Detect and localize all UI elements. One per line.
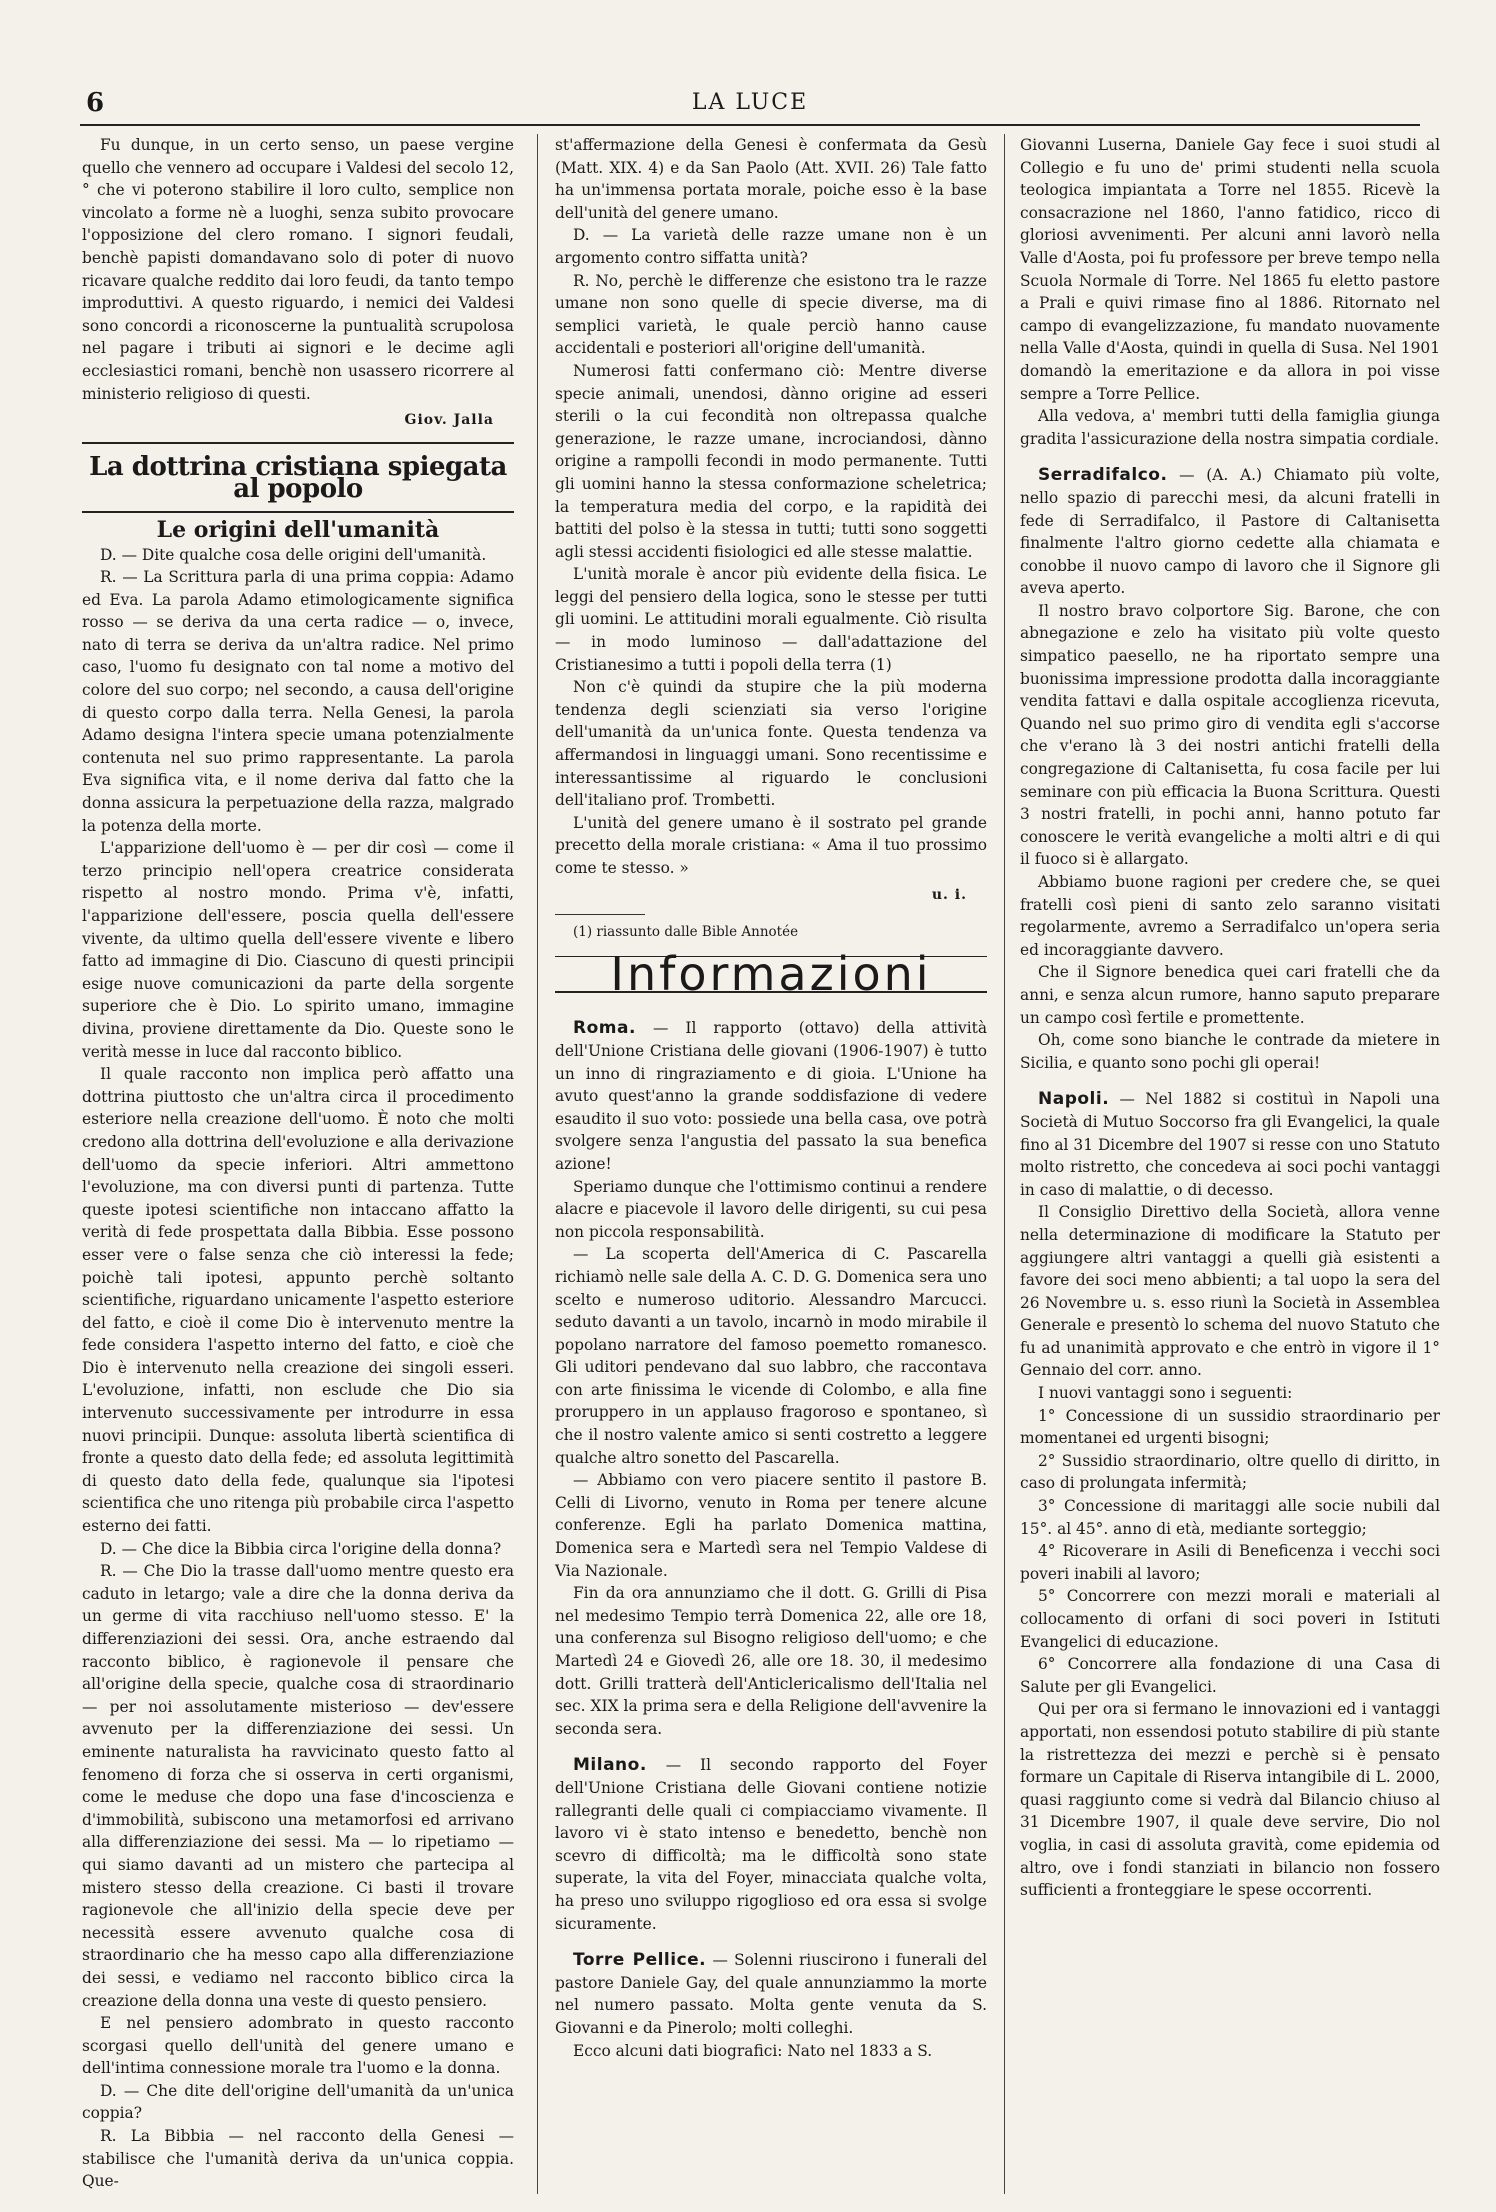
paragraph: R. No, perchè le differenze che esistono tra le razze umane non sono quelle di specie diverse, ma di semplici varietà, le quale perciò hanno cause accidentali e posteriori all'origine dell'umanità. bbox=[555, 271, 987, 358]
place-name: Napoli. bbox=[1038, 1089, 1110, 1110]
paragraph: D. — Dite qualche cosa delle origini dell'umanità. bbox=[100, 545, 487, 564]
paragraph-text: Il Consiglio Direttivo della Società, allora venne nella determinazione di modificare la Statuto per aggiungere altri vantaggi a quelli già esistenti a favore dei soci meno abbienti; a tal uopo la sera del 26 Novembre u. s. esso riunì la Società in Assemblea Generale e presentò lo schema del nuovo Statuto che fu ad unanimità approvato e che entrò in vigore il 1° Gennaio del corr. anno. bbox=[1020, 1203, 1440, 1380]
paragraph: L'unità del genere umano è il sostrato pel grande precetto della morale cristiana: « Ama il tuo prossimo come te stesso. » bbox=[555, 813, 987, 877]
paragraph bbox=[555, 1243, 987, 1469]
paragraph-text: 6° Concorrere alla fondazione di una Casa di Salute per gli Evangelici. bbox=[1020, 1655, 1440, 1696]
place-name: Serradifalco. bbox=[1038, 465, 1168, 486]
running-title: LA LUCE bbox=[691, 90, 809, 115]
paragraph-text: Alla vedova, a' membri tutti della famiglia giunga gradita l'assicurazione della nostra simpatia cordiale. bbox=[1020, 407, 1440, 448]
paragraph bbox=[1020, 134, 1440, 405]
paragraph-text: Qui per ora si fermano le innovazioni ed i vantaggi apportati, non essendosi potuto stabilire di più stante la ristrettezza dei mezzi e perchè si è pensato formare un Capitale di Riserva intangibile di L. 2000, quasi raggiunto come si vedrà dal Bilancio chiuso al 31 Dicembre 1907, il quale deve servire, Dio nol voglia, in casi di assoluta gravità, come epidemia od altro, ove i fondi stanziati in bilancio non fossero sufficienti a fronteggiare le spese occorrenti. bbox=[1020, 1700, 1440, 1900]
paragraph-text: Che il Signore benedica quei cari fratelli che da anni, e senza alcun rumore, hanno saputo preparare un campo così fertile e promettente. bbox=[1020, 963, 1440, 1027]
paragraph-text: Il nostro bravo colportore Sig. Barone, che con abnegazione e zelo ha visitato più volte questo simpatico paesello, ne ha riportato sempre una buonissima impressione prodotta dalla incoraggiante vendita fattavi e dalla ospitale accoglienza ricevuta, Quando nel suo primo giro di vendita egli s'accorse che v'erano là 3 dei nostri antichi fratelli della congregazione di Caltanisetta, fu cosa facile per lui seminare con più efficacia la Buona Scrittura. Questi 3 nostri fratelli, in pochi anni, hanno potuto far conoscere le verità evangeliche a molti altri e di qui il fuoco si è allargato. bbox=[1020, 601, 1440, 869]
news-item bbox=[555, 1017, 987, 1175]
paragraph-text: 1° Concessione di un sussidio straordinario per momentanei ed urgenti bisogni; bbox=[1020, 1406, 1440, 1448]
paragraph bbox=[1020, 1585, 1440, 1653]
place-name: Torre Pellice. bbox=[573, 1950, 707, 1971]
paragraph-text: 3° Concessione di maritaggi alle socie nubili dal 15°. al 45°. anno di età, mediante sorteggio; bbox=[1020, 1497, 1440, 1538]
section-title: La dottrina cristiana spiegata al popolo bbox=[82, 442, 514, 513]
article-title: Le origini dell'umanità bbox=[156, 516, 440, 543]
paragraph-text: Giovanni Luserna, Daniele Gay fece i suoi studi al Collegio e fu uno de' primi studenti nella scuola teologica impiantata a Torre nel 1855. Ricevè la consacrazione nel 1860, l'anno fatidico, ricco di gloriosi avvenimenti. Per alcuni anni lavorò nella Valle d'Aosta, poi fu professore per breve tempo nella Scuola Normale di Torre. Nel 1865 fu eletto pastore a Prali e quivi rimase fino al 1886. Ritornato nel campo di evangelizzazione, fu mandato nuovamente nella Valle d'Aosta, quindi in quella di Susa. Nel 1901 domandò la emeritazione e da allora in poi visse sempre a Torre Pellice. bbox=[1020, 136, 1440, 403]
footnote: (1) riassunto dalle Bible Annotée bbox=[573, 924, 799, 941]
place-name: Milano. bbox=[573, 1755, 647, 1776]
paragraph bbox=[1020, 1405, 1440, 1450]
paragraph-text: — Nel 1882 si costituì in Napoli una Società di Mutuo Soccorso fra gli Evangelici, la quale fino al 31 Dicembre del 1907 si resse con uno Statuto molto ristretto, che concedeva ai soci pochi vantaggi in caso di malattie, o di decesso. bbox=[1020, 1090, 1440, 1199]
paragraph bbox=[1020, 1382, 1440, 1405]
paragraph: Non c'è quindi da stupire che la più moderna tendenza degli scienziati sia verso l'origine dell'umanità da un'unica fonte. Questa tendenza va affermandosi in linguaggi umani. Sono recentissime e interessantissime al riguardo le conclusioni dell'italiano prof. Trombetti. bbox=[555, 678, 987, 810]
spacer bbox=[555, 1935, 987, 1949]
paragraph bbox=[555, 1582, 987, 1740]
paragraph-text: I nuovi vantaggi sono i seguenti: bbox=[1038, 1384, 1293, 1403]
paragraph: R. — La Scrittura parla di una prima coppia: Adamo ed Eva. La parola Adamo etimologicamente significa rosso — se deriva da una certa radice — o, invece, nato di terra se deriva da un'altra radice. Nel primo caso, l'uomo fu designato con tal nome a motivo del colore del suo corpo; nel secondo, a causa dell'origine di questo corpo dalla terra. Nella Genesi, la parola Adamo designa l'intera specie umana potenzialmente contenuta nel suo primo rappresentante. La parola Eva significa vita, e il nome deriva dal fatto che la donna assicura la perpetuazione della razza, malgrado la potenza della morte. bbox=[82, 568, 514, 835]
paragraph bbox=[555, 1176, 987, 1244]
paragraph bbox=[1020, 405, 1440, 450]
informazioni-list bbox=[555, 1003, 987, 2062]
paragraph-text: Ecco alcuni dati biografici: Nato nel 1833 a S. bbox=[573, 2041, 933, 2060]
spacer bbox=[1020, 450, 1440, 464]
page-header bbox=[80, 84, 1420, 126]
paragraph-text: — La scoperta dell'America di C. Pascarella richiamò nelle sale della A. C. D. G. Domenica sera uno scelto e numeroso uditorio. Alessandro Marcucci. seduto davanti a un tavolo, incarnò in modo mirabile il popolano narratore del famoso poemetto romanesco. Gli uditori pendevano dal suo labbro, che raccontava con arte finissima le vicende di Colombo, e alla fine proruppero in un applauso fragoroso e spontaneo, sì che il nostro valente amico si senti costretto a leggere qualche altro sonetto del Pascarella. bbox=[555, 1245, 987, 1467]
news-item bbox=[1020, 1088, 1440, 1201]
paragraph bbox=[1020, 1540, 1440, 1585]
paragraph: E nel pensiero adombrato in questo racconto scorgasi quello dell'unità del genere umano e dell'intima connessione morale tra l'uomo e la donna. bbox=[82, 2014, 514, 2078]
news-item bbox=[555, 1754, 987, 1935]
column-1 bbox=[82, 134, 514, 2193]
article-signature: u. i. bbox=[931, 886, 967, 903]
paragraph bbox=[555, 1469, 987, 1582]
paragraph: D. — Che dice la Bibbia circa l'origine della donna? bbox=[100, 1539, 502, 1558]
column-2 bbox=[555, 134, 987, 2062]
paragraph-text: — Il secondo rapporto del Foyer dell'Unione Cristiana delle Giovani contiene notizie rallegranti delle quali ci compiacciamo vivamente. Il lavoro vi è stato intenso e benedetto, benchè non scevro di difficoltà; ma le difficoltà sono state superate, la vita del Foyer, minacciata qualche volta, ha preso uno sviluppo rigoglioso ed ora essa si svolge sicuramente. bbox=[555, 1756, 987, 1933]
paragraph: Il quale racconto non implica però affatto una dottrina piuttosto che un'altra circa il procedimento esteriore nella creazione dell'uomo. È noto che molti credono alla dottrina dell'evoluzione e alla derivazione dell'uomo da specie inferiori. Altri ammettono l'evoluzione, ma con diversi punti di partenza. Tutte queste ipotesi scientifiche non intaccano affatto la verità di fede prospettata dalla Bibbia. Esse possono esser vere o false senza che ciò interessi la fede; poichè tali ipotesi, appunto perchè soltanto scientifiche, riguardano unicamente l'aspetto esteriore del fatto, e cioè il come Dio è intervenuto mentre la fede considera l'aspetto interno del fatto, e cioè che Dio è intervenuto nella creazione dei singoli esseri. L'evoluzione, infatti, non esclude che Dio sia intervenuto successivamente per introdurre in essa nuovi principii. Dunque: assoluta libertà scientifica di fronte a questo dato della fede; ed assoluta legittimità di questo dato della fede, qualunque sia l'ipotesi scientifica che uno ritenga più probabile circa l'aspetto esterno dei fatti. bbox=[82, 1065, 514, 1536]
paragraph-text: — Solenni riuscirono i funerali del pastore Daniele Gay, del quale annunziammo la morte nel numero passato. Molta gente venuta da S. Giovanni e da Pinerolo; molti colleghi. bbox=[555, 1951, 987, 2037]
paragraph-text: — Abbiamo con vero piacere sentito il pastore B. Celli di Livorno, venuto in Roma per tenere alcune conferenze. Egli ha parlato Domenica mattina, Domenica sera e Martedì sera nel Tempio Valdese di Via Nazionale. bbox=[555, 1471, 987, 1580]
paragraph-text: 4° Ricoverare in Asili di Beneficenza i vecchi soci poveri inabili al lavoro; bbox=[1020, 1542, 1440, 1583]
paragraph: st'affermazione della Genesi è confermata da Gesù (Matt. XIX. 4) e da San Paolo (Att. XVII. 26) Tale fatto ha un'immensa portata morale, poiche esso è la base dell'unità del genere umano. bbox=[555, 136, 987, 222]
paragraph-text: 5° Concorrere con mezzi morali e materiali al collocamento di orfani di soci poveri in Istituti Evangelici di educazione. bbox=[1020, 1587, 1440, 1651]
paragraph: D. — Che dite dell'origine dell'umanità da un'unica coppia? bbox=[82, 2081, 514, 2123]
news-item bbox=[1020, 464, 1440, 600]
paragraph bbox=[1020, 871, 1440, 961]
paragraph bbox=[1020, 1201, 1440, 1382]
informazioni-title: Informazioni bbox=[555, 963, 987, 994]
spacer bbox=[1020, 1074, 1440, 1088]
author-signature: Giov. Jalla bbox=[404, 412, 494, 429]
paragraph: L'apparizione dell'uomo è — per dir così — come il terzo principio nell'opera creatrice considerata rispetto al nostro mondo. Prima v'è, infatti, l'apparizione dell'essere, poscia quella dell'essere vivente, da ultimo quella dell'essere vivente e libero fatto ad immagine di Dio. Ciascuno di questi principii esige nuove comunicazioni da parte della sorgente superiore che è Dio. Lo spirito umano, immagine divina, proviene direttamente da Dio. Queste sono le verità messe in luce dal racconto biblico. bbox=[82, 839, 514, 1061]
paragraph bbox=[1020, 1653, 1440, 1698]
paragraph: L'unità morale è ancor più evidente della fisica. Le leggi del pensiero della logica, sono le stesse per tutti gli uomini. Le attitudini morali egualmente. Ciò risulta — in modo luminoso — dall'adattazione del Cristianesimo a tutti i popoli della terra (1) bbox=[555, 565, 987, 674]
paragraph-text: 2° Sussidio straordinario, oltre quello di diritto, in caso di prolungata infermità; bbox=[1020, 1451, 1440, 1493]
paragraph bbox=[1020, 1029, 1440, 1074]
paragraph: R. La Bibbia — nel racconto della Genesi — stabilisce che l'umanità deriva da un'unica coppia. Que- bbox=[82, 2127, 514, 2191]
paragraph-text: — Il rapporto (ottavo) della attività dell'Unione Cristiana delle giovani (1906-1907) è tutto un inno di ringraziamento e di gioia. L'Unione ha avuto quest'anno la grande soddisfazione di vedere esaudito il suo voto: possiede una bella casa, ove potrà svolgere senza l'angustia del passato la sua benefica azione! bbox=[555, 1019, 987, 1173]
paragraph-text: Abbiamo buone ragioni per credere che, se quei fratelli così pieni di santo zelo saranno visitati regolarmente, avremo a Serradifalco un'opera seria ed incoraggiante davvero. bbox=[1020, 873, 1440, 959]
news-item bbox=[555, 1949, 987, 2039]
paragraph bbox=[555, 2040, 987, 2063]
column-3-body bbox=[1020, 134, 1440, 1902]
paragraph: Numerosi fatti confermano ciò: Mentre diverse specie animali, unendosi, dànno origine ad esseri sterili o la cui fecondità non oltrepassa qualche generazione, le razze umane, incrociandosi, dànno origine a rampolli fecondi in modo permanente. Tutti gli uomini hanno la stessa conformazione scheletrica; la temperatura media del corpo, e la rapidità dei battiti del polso è la stessa in tutti; tutti sono soggetti agli stessi accidenti fisiologici ed alle stesse malattie. bbox=[555, 361, 987, 561]
paragraph-text: Speriamo dunque che l'ottimismo continui a rendere alacre e piacevole il lavoro delle dirigenti, su cui pesa non piccola responsabilità. bbox=[555, 1177, 987, 1241]
paragraph: R. — Che Dio la trasse dall'uomo mentre questo era caduto in letargo; vale a dire che la donna deriva da un germe di vita racchiuso nell'uomo stesso. E' la differenziazioni dei sessi. Ora, anche estraendo dal racconto biblico, è ragionevole il pensare che all'origine della specie, qualche cosa di straordinario — per noi assolutamente misterioso — dev'essere avvenuto per la differenziazione dei sessi. Un eminente naturalista ha ravvicinato questo fatto al fenomeno di forza che si osserva in certi organismi, come le meduse che dopo una fase d'incoscienza e d'immobilità, subiscono una metamorfosi ed arrivano alla differenziazione dei sessi. Ma — lo ripetiamo — qui siamo davanti ad un mistero che partecipa al mistero stesso della creazione. Ci basti il trovare ragionevole che all'inizio della specie deve per necessità essere avvenuto qualche cosa di straordinario che ha messo capo alla differenziazione dei sessi, e vediamo nel racconto biblico circa la creazione della donna una veste di questo pensiero. bbox=[82, 1562, 514, 2010]
paragraph-text: — (A. A.) Chiamato più volte, nello spazio di parecchi mesi, da alcuni fratelli in fede di Serradifalco, il Pastore di Caltanisetta finalmente l'altro giorno cedette alla chiamata e conobbe il nuovo campo di lavoro che il Signore gli aveva aperto. bbox=[1020, 466, 1440, 598]
paragraph: D. — La varietà delle razze umane non è un argomento contro siffatta unità? bbox=[555, 226, 987, 267]
paragraph-text: Oh, come sono bianche le contrade da mietere in Sicilia, e quanto sono pochi gli operai! bbox=[1020, 1031, 1440, 1072]
paragraph-text: Fin da ora annunziamo che il dott. G. Grilli di Pisa nel medesimo Tempio terrà Domenica 22, alle ore 18, una conferenza sul Bisogno religioso dell'uomo; e che Martedì 24 e Giovedì 26, alle ore 18. 30, il medesimo dott. Grilli tratterà dell'Anticlericalismo dell'Italia nel sec. XIX la prima sera e della Religione dell'avvenire la seconda sera. bbox=[555, 1584, 987, 1738]
spacer bbox=[555, 1740, 987, 1754]
paragraph bbox=[1020, 1495, 1440, 1540]
column-rule-2 bbox=[1004, 134, 1005, 2194]
page-number: 6 bbox=[86, 88, 105, 118]
column-3 bbox=[1020, 134, 1440, 1902]
footnote-rule bbox=[555, 914, 645, 915]
paragraph bbox=[1020, 1698, 1440, 1901]
paragraph bbox=[1020, 600, 1440, 871]
paragraph bbox=[1020, 1450, 1440, 1495]
intro-paragraph: Fu dunque, in un certo senso, un paese vergine quello che vennero ad occupare i Valdesi del secolo 12,° che vi poterono stabilire il loro culto, semplice non vincolato a forme nè a luoghi, senza subito provocare l'opposizione del clero romano. I signori feudali, benchè papisti domandavano solo di poter di nuovo ricavare qualche reddito dai loro feudi, da tanto tempo improduttivi. A questo riguardo, i nemici dei Valdesi sono concordi a riconoscerne la puntualità scrupolosa nel pagare i tributi ai signori e le decime agli ecclesiastici romani, benchè non usassero ricorrere al ministerio religioso di questi. bbox=[82, 136, 514, 403]
spacer bbox=[555, 1003, 987, 1017]
column-rule-1 bbox=[537, 134, 538, 2194]
paragraph bbox=[1020, 961, 1440, 1029]
place-name: Roma. bbox=[573, 1018, 636, 1039]
